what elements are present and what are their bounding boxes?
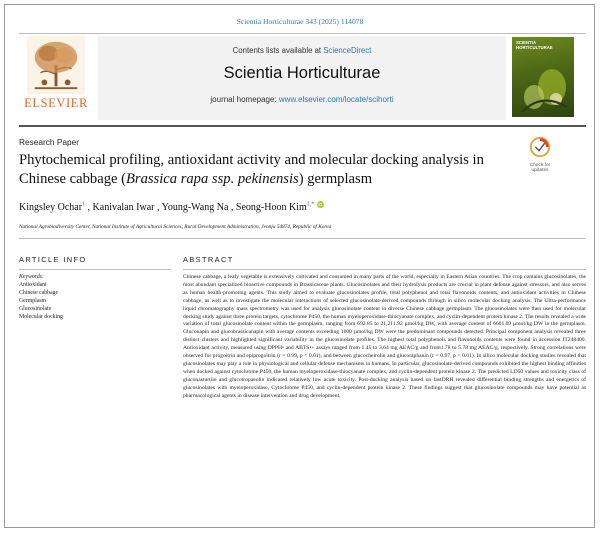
affiliation-divider (19, 238, 586, 239)
keyword-item: Antioxidant (19, 281, 47, 288)
author-affiliation-mark: 1 (82, 201, 86, 208)
journal-title: Scientia Horticulturae (223, 64, 381, 82)
article-info-divider (19, 269, 171, 270)
keyword-item: Molecular docking (19, 313, 63, 320)
author-name[interactable]: Kingsley Ochar (19, 202, 83, 213)
keyword-item: Glucosinolate (19, 305, 52, 312)
author-separator: , (228, 202, 236, 213)
journal-citation[interactable]: Scientia Horticulturae 343 (2025) 114078 (236, 17, 364, 26)
header-top-divider (19, 33, 586, 34)
header-bottom-divider (19, 125, 586, 127)
author-separator: , (154, 202, 162, 213)
article-title (19, 151, 499, 189)
author-affiliation-mark: 1,* (306, 201, 315, 208)
keyword-item: Chinese cabbage (19, 289, 59, 296)
sciencedirect-link[interactable]: ScienceDirect (323, 46, 372, 55)
article-type: Research Paper (19, 137, 79, 147)
homepage-prefix: journal homepage: (210, 95, 279, 104)
abstract-text: Chinese cabbage, a leafy vegetable is extensively cultivated and consumed in many parts of the world, especially in Eastern Asian countries. The crop contains glucosinolates, the most abundant specialized bioactive compounds in Brassicaceae plants. Glucosinolates and their hydrolysis products are crucial in plant defense against stressors, and also serves as human health-promoting agents. This study aimed to evaluate glucosinolates profile, total polyphenol and total flavonoids contents, and antioxidant activities in Chinese cabbage, as well as to investigate the molecular interactions of selected glucosinolate-derived compounds through in silico molecular docking analysis. The Ultra-performance liquid chromatography mass spectrometry was used for analysis glucosinolate content in diverse Chinese cabbage germplasm. The glucosinolates were then used for molecular docking study against three protein targets, cytochrome P450, the human myeloperoxidase-thiocyanate complex, and cyclin-dependent protein kinase 2. The results revealed a wide variation of total glucosinolate content within the germplasm, ranging from 692.85 to 21,211.92 µmol/kg DW, with average content of 6601.09 µmol/kg DW in the germplasm. Gluconapin and glucobrassicanapin with average contents exceeding 1000 µmol/kg DW were the predominant compounds detected. Principal component analysis revealed three distinct clusters and highlighted significant variability in the glucosinolate profiles. The highest total polyphenols and flavonoids contents were found in accession IT248400. Antioxidant activity, measured using DPPH• and ABTS•+ assays ranged from 1.45 to 3.64 mg AEAC/g and from1.78 to 5.78 mg AEAC/g, respectively. Strong correlations were observed for progoitrin and epiprogoitrin (r = 0.99, p < 0.01), and between glucocheirolin and glucoraphanin (r = 0.97, p < 0.01). In silico molecular docking studies revealed that glucosinolates may play a role in physiological and cellular defense mechanisms in humans. In particular, glucosinolate-derived compounds exhibited the highest binding affinities when docked against cytochrome P450, the human myeloperoxidase-thiocyanate complex, and cyclin-dependent protein kinase 2. The predicted LD50 values and toxicity class of gluconasturtiin and glucotropaeolin indicated relatively low acute toxicity. Post-docking analysis based on fastDRH revealed differential binding strengths and energetics of glucosinolates with myeloperoxidase, Cytochrome P450, and cyclin-dependent protein kinase 2. These findings suggest that glucosinolate compounds may have potential as pharmacological agents in disease intervention and drug development. (183, 274, 586, 399)
contents-line (98, 46, 506, 55)
keywords-label: Keywords: (19, 274, 44, 280)
publisher-logo[interactable] (20, 36, 92, 118)
keyword-item: Germplasm (19, 297, 47, 304)
cover-title-line2: HORTICULTURAE (516, 44, 553, 50)
journal-cover-image[interactable] (512, 37, 574, 117)
article-info-heading: ARTICLE INFO (19, 255, 87, 264)
keywords-block (19, 274, 171, 321)
article-title-species: Brassica rapa ssp. pekinensis (125, 171, 299, 187)
abstract-divider (183, 269, 586, 270)
abstract-heading: ABSTRACT (183, 255, 234, 264)
author-affiliation: National Agrobiodiversity Center, National Institute of Agricultural Sciences, Rural Development Administration, Jeonju 54874, Republic of Korea (19, 224, 332, 230)
journal-homepage-link[interactable]: www.elsevier.com/locate/scihorti (278, 95, 394, 104)
check-updates-line2: updates (531, 168, 549, 174)
check-updates-icon (529, 136, 551, 158)
journal-masthead (98, 36, 506, 120)
check-for-updates-badge[interactable] (520, 136, 560, 180)
cover-title-line1: SCIENTIA (516, 40, 537, 45)
check-updates-text (520, 163, 560, 174)
cover-plant-icon (512, 37, 574, 117)
article-title-part1: Phytochemical profiling, antioxidant activity and molecular docking analysis in Chinese cabbage ( (19, 152, 484, 187)
article-title-part2: ) germplasm (298, 171, 373, 187)
contents-prefix: Contents lists available at (232, 46, 324, 55)
homepage-line (98, 95, 506, 104)
orcid-icon[interactable]: iD (318, 202, 323, 207)
author-name[interactable]: Kanivalan Iwar (92, 202, 155, 213)
author-list (19, 201, 579, 213)
check-updates-line1: Check for (529, 163, 551, 168)
publisher-name: ELSEVIER (24, 96, 88, 110)
elsevier-tree-icon (27, 36, 85, 94)
author-name[interactable]: Young-Wang Na (161, 202, 229, 213)
author-name[interactable]: Seong-Hoon Kim (235, 202, 307, 213)
author-separator: , (85, 202, 93, 213)
